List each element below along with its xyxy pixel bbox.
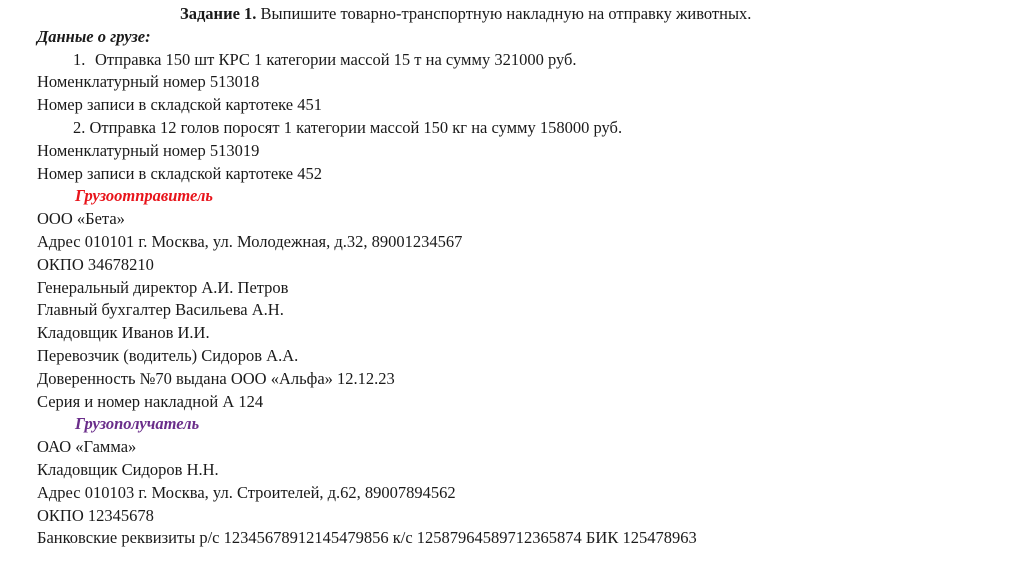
consignee-line: ОКПО 12345678 [37, 505, 154, 525]
shipper-line: Перевозчик (водитель) Сидоров А.А. [37, 345, 299, 365]
task-title-text: Выпишите товарно-транспортную накладную на отправку животных. [256, 4, 752, 23]
shipper-line: Серия и номер накладной А 124 [37, 391, 264, 411]
shipper-line: ООО «Бета» [37, 209, 125, 229]
shipper-line: Адрес 010101 г. Москва, ул. Молодежная, д.32, 89001234567 [37, 231, 463, 251]
consignee-line: Кладовщик Сидоров Н.Н. [37, 459, 219, 479]
shipper-line: Доверенность №70 выдана ООО «Альфа» 12.12.23 [37, 368, 395, 388]
cargo-item-1-text: Отправка 150 шт КРС 1 категории массой 15 т на сумму 321000 руб. [95, 49, 577, 69]
cargo-item-2-record: Номер записи в складской картотеке 452 [37, 163, 322, 183]
cargo-heading: Данные о грузе: [37, 26, 151, 46]
cargo-item-1 [37, 49, 1017, 72]
task-title-bold: Задание 1. [180, 4, 257, 23]
consignee-line: Банковские реквизиты р/с 12345678912145479856 к/с 12587964589712365874 БИК 125478963 [37, 528, 697, 548]
shipper-line: ОКПО 34678210 [37, 254, 154, 274]
consignee-heading: Грузополучатель [75, 414, 200, 434]
cargo-item-1-number: 1. [73, 49, 86, 69]
cargo-item-2: 2. Отправка 12 голов поросят 1 категории массой 150 кг на сумму 158000 руб. [73, 117, 623, 137]
consignee-line: ОАО «Гамма» [37, 437, 137, 457]
shipper-line: Генеральный директор А.И. Петров [37, 277, 289, 297]
shipper-line: Главный бухгалтер Васильева А.Н. [37, 300, 284, 320]
shipper-heading: Грузоотправитель [75, 186, 213, 206]
task-title [37, 3, 1017, 26]
document-body [37, 3, 1017, 550]
shipper-line: Кладовщик Иванов И.И. [37, 323, 210, 343]
cargo-item-1-nomenclature: Номенклатурный номер 513018 [37, 72, 260, 92]
cargo-item-2-nomenclature: Номенклатурный номер 513019 [37, 140, 260, 160]
cargo-item-1-record: Номер записи в складской картотеке 451 [37, 95, 322, 115]
consignee-line: Адрес 010103 г. Москва, ул. Строителей, д.62, 89007894562 [37, 482, 456, 502]
